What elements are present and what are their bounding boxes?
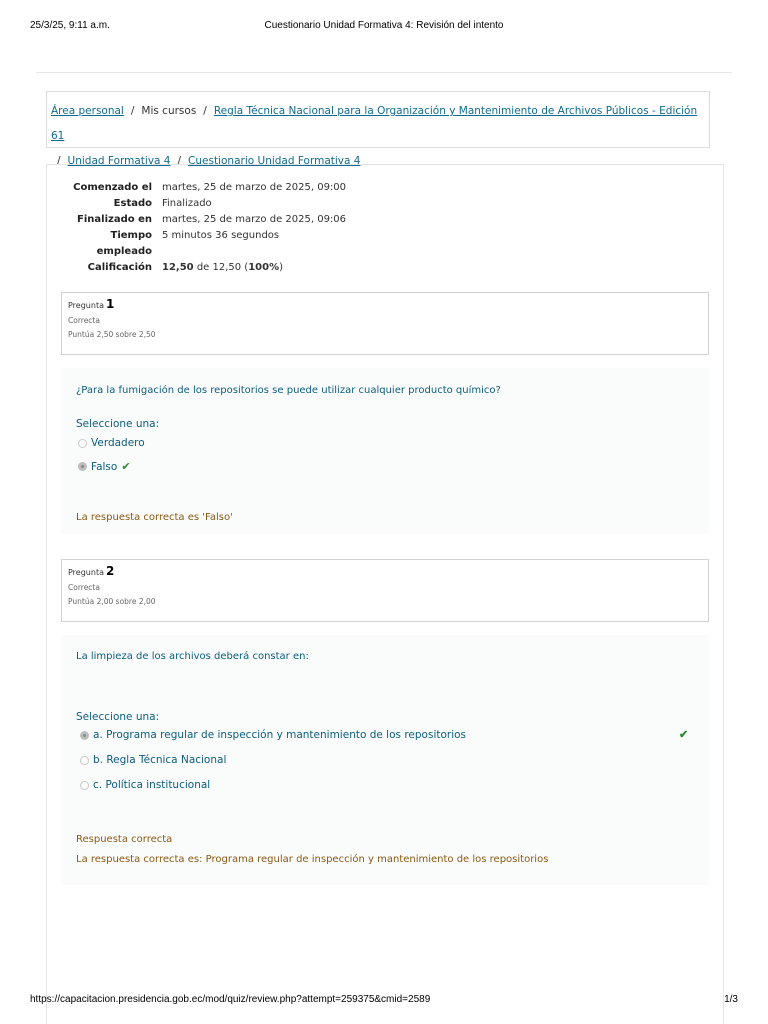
check-icon: ✔ [679, 729, 689, 741]
state-value: Finalizado [162, 198, 212, 209]
attempt-summary [47, 180, 346, 276]
quiz-review [46, 164, 724, 1024]
print-url: https://capacitacion.presidencia.gob.ec/mod/quiz/review.php?attempt=259375&cmid=2589 [30, 994, 431, 1005]
answer-feedback: La respuesta correcta es 'Falso' [76, 512, 233, 523]
question-state: Correcta [68, 316, 100, 325]
grade-value [162, 260, 283, 276]
breadcrumb-separator: / [203, 105, 207, 117]
check-icon: ✔ [121, 460, 131, 473]
question-label: Pregunta [68, 568, 104, 577]
time-label [47, 228, 162, 260]
question-content [61, 368, 709, 534]
breadcrumb-separator: / [57, 155, 61, 167]
finished-label: Finalizado en [77, 214, 152, 225]
answer-option-label: b. Regla Técnica Nacional [93, 754, 227, 766]
answer-option[interactable] [78, 437, 145, 449]
feedback-title: Respuesta correcta [76, 834, 173, 845]
question-number: 1 [105, 297, 115, 311]
question-label: Pregunta [68, 301, 104, 310]
print-title: Cuestionario Unidad Formativa 4: Revisión del intento [264, 20, 504, 31]
question-content [61, 635, 709, 885]
grade-close: ) [279, 262, 284, 273]
grade-label: Calificación [87, 262, 152, 273]
radio-button-checked[interactable] [78, 462, 87, 471]
grade-percent: 100% [248, 262, 280, 273]
question-number: 2 [105, 564, 115, 578]
answer-option-label: Verdadero [91, 437, 145, 449]
started-label: Comenzado el [73, 182, 152, 193]
question-info [61, 292, 709, 355]
answer-option[interactable] [78, 460, 131, 473]
radio-button[interactable] [78, 439, 87, 448]
time-value: 5 minutos 36 segundos [162, 230, 280, 241]
question-points: Puntúa 2,50 sobre 2,50 [68, 330, 156, 339]
question-info [61, 559, 709, 622]
radio-button[interactable] [80, 781, 89, 790]
breadcrumb-mis-cursos: Mis cursos [141, 105, 197, 117]
state-label: Estado [113, 198, 152, 209]
print-page-number: 1/3 [724, 994, 738, 1005]
answer-option-label: c. Política institucional [93, 779, 211, 791]
question-state: Correcta [68, 583, 100, 592]
answer-feedback: La respuesta correcta es: Programa regular de inspección y mantenimiento de los repositorios [76, 854, 549, 865]
breadcrumb-unidad[interactable]: Unidad Formativa 4 [67, 155, 171, 167]
breadcrumb-separator: / [177, 155, 182, 167]
print-footer [30, 994, 738, 1005]
breadcrumb-area-personal[interactable]: Área personal [51, 105, 124, 117]
question-text: ¿Para la fumigación de los repositorios se puede utilizar cualquier producto químico? [76, 385, 501, 396]
answer-prompt: Seleccione una: [76, 711, 160, 723]
answer-prompt: Seleccione una: [76, 418, 160, 430]
started-value: martes, 25 de marzo de 2025, 09:00 [162, 182, 347, 193]
breadcrumb-cuestionario[interactable]: Cuestionario Unidad Formativa 4 [188, 155, 361, 167]
divider [36, 72, 732, 73]
answer-option-label: Falso [91, 460, 118, 473]
grade-score: 12,50 [162, 262, 194, 273]
grade-of: de 12,50 ( [193, 262, 249, 273]
radio-button-checked[interactable] [80, 731, 89, 740]
breadcrumb [46, 91, 710, 167]
question-text: La limpieza de los archivos deberá constar en: [76, 651, 309, 662]
finished-value: martes, 25 de marzo de 2025, 09:06 [162, 214, 347, 225]
question-points: Puntúa 2,00 sobre 2,00 [68, 597, 156, 606]
time-label-line-2: empleado [96, 246, 152, 257]
answer-option[interactable] [80, 779, 210, 791]
answer-option[interactable] [80, 754, 226, 766]
time-label-line-1: Tiempo [110, 230, 152, 241]
radio-button[interactable] [80, 756, 89, 765]
breadcrumb-curso[interactable]: Regla Técnica Nacional para la Organización y Mantenimiento de Archivos Públicos - Edición 61 [51, 105, 698, 142]
answer-option[interactable] [80, 729, 466, 741]
answer-option-label: a. Programa regular de inspección y mantenimiento de los repositorios [93, 729, 467, 741]
breadcrumb-separator: / [130, 105, 135, 117]
print-datetime: 25/3/25, 9:11 a.m. [30, 20, 110, 31]
